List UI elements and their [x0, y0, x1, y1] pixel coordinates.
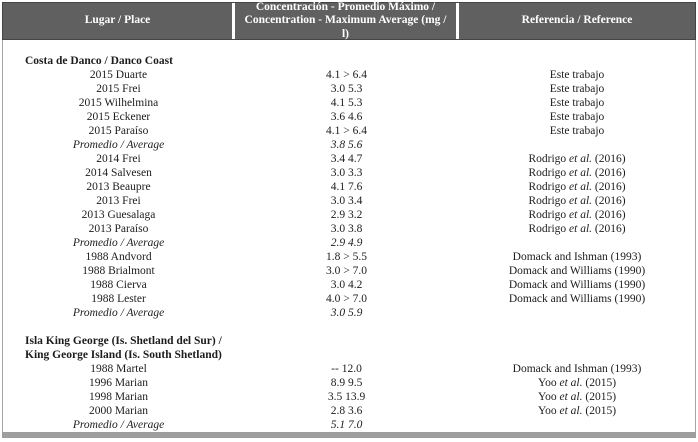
table-row	[3, 362, 695, 376]
cell-reference: Este trabajo	[549, 125, 605, 137]
cell-concentration: 2.9 3.2	[330, 209, 363, 221]
cell-reference: Domack and Ishman (1993)	[512, 363, 642, 375]
cell-concentration: 1.8 > 5.5	[326, 251, 367, 263]
table-row	[3, 306, 695, 320]
table-row	[3, 68, 695, 82]
cell-reference: Rodrigo et al. (2016)	[528, 209, 626, 221]
cell-reference: Este trabajo	[549, 69, 605, 81]
cell-concentration: 3.5 13.9	[327, 391, 366, 403]
cell-concentration: 5.1 7.0	[330, 419, 363, 431]
cell-concentration: 2.9 4.9	[330, 237, 363, 249]
table-row	[3, 264, 695, 278]
table-row	[3, 166, 695, 180]
cell-place: 1988 Cierva	[90, 279, 147, 291]
cell-reference: Domack and Ishman (1993)	[512, 251, 642, 263]
cell-place: Promedio / Average	[72, 237, 165, 249]
cell-place: 1998 Marian	[88, 391, 149, 403]
cell-reference: Este trabajo	[549, 97, 605, 109]
cell-place: 2015 Paraíso	[88, 125, 149, 137]
cell-place: 2015 Duarte	[89, 69, 148, 81]
cell-place: 2013 Paraíso	[88, 223, 149, 235]
cell-place: 2014 Salvesen	[85, 167, 152, 179]
cell-reference: Rodrigo et al. (2016)	[528, 167, 626, 179]
cell-reference: Domack and Williams (1990)	[508, 293, 646, 305]
table-row	[3, 292, 695, 306]
cell-concentration: -- 12.0	[331, 363, 362, 375]
cell-concentration: 3.0 4.2	[330, 279, 363, 291]
header-cell-concentration: Concentración - Promedio Máximo / Concentration - Maximum Average (mg / l)	[232, 3, 459, 39]
table-body	[2, 40, 696, 432]
cell-place: 1988 Lester	[91, 293, 146, 305]
header-cell-place: Lugar / Place	[3, 3, 232, 39]
cell-reference	[459, 236, 695, 250]
table-row	[3, 236, 695, 250]
cell-place: 1988 Brialmont	[82, 265, 155, 277]
cell-concentration: 4.0 > 7.0	[326, 293, 367, 305]
cell-place: 1996 Marian	[88, 377, 149, 389]
table-row	[3, 222, 695, 236]
cell-place: 2013 Frei	[96, 195, 141, 207]
cell-reference	[459, 138, 695, 152]
cell-concentration: 3.0 5.9	[330, 307, 363, 319]
cell-place: 2013 Guesalaga	[81, 209, 156, 221]
cell-concentration: 3.0 3.4	[330, 195, 363, 207]
cell-concentration: 3.0 5.3	[330, 83, 363, 95]
table-row	[3, 418, 695, 432]
cell-reference: Rodrigo et al. (2016)	[528, 153, 626, 165]
cell-reference	[459, 418, 695, 432]
table-row	[3, 138, 695, 152]
cell-concentration: 4.1 > 6.4	[326, 69, 367, 81]
table-header-row	[2, 2, 696, 40]
table-row	[3, 194, 695, 208]
cell-concentration: 3.4 4.7	[330, 153, 363, 165]
table-row	[3, 208, 695, 222]
data-table	[2, 2, 696, 438]
cell-concentration: 3.0 3.8	[330, 223, 363, 235]
section-title: Costa de Danco / Danco Coast	[25, 55, 173, 67]
table-row	[3, 278, 695, 292]
table-row	[3, 124, 695, 138]
header-cell-reference: Referencia / Reference	[459, 3, 695, 39]
cell-place: 2015 Wilhelmina	[78, 97, 159, 109]
cell-concentration: 3.6 4.6	[330, 111, 363, 123]
cell-concentration: 3.0 > 7.0	[326, 265, 367, 277]
table-row	[3, 180, 695, 194]
cell-reference: Yoo et al. (2015)	[537, 405, 617, 417]
cell-place: Promedio / Average	[72, 419, 165, 431]
cell-reference: Este trabajo	[549, 111, 605, 123]
section-title: King George Island (Is. South Shetland)	[25, 349, 222, 361]
cell-place: 2015 Frei	[96, 83, 141, 95]
cell-reference: Rodrigo et al. (2016)	[528, 181, 626, 193]
cell-place: 1988 Andvord	[85, 251, 152, 263]
table-row	[3, 376, 695, 390]
table-row	[3, 96, 695, 110]
cell-reference: Yoo et al. (2015)	[537, 391, 617, 403]
cell-reference: Domack and Williams (1990)	[508, 265, 646, 277]
table-row	[3, 82, 695, 96]
cell-concentration: 2.8 3.6	[330, 405, 363, 417]
table-row	[3, 152, 695, 166]
cell-reference: Rodrigo et al. (2016)	[528, 195, 626, 207]
cell-concentration: 3.8 5.6	[330, 139, 363, 151]
cell-place: 2015 Eckener	[86, 111, 151, 123]
cell-place: 2014 Frei	[96, 153, 141, 165]
cell-reference: Rodrigo et al. (2016)	[528, 223, 626, 235]
table-row	[3, 404, 695, 418]
cell-place: 2000 Marian	[88, 405, 149, 417]
table-section	[3, 334, 695, 432]
cell-reference	[459, 306, 695, 320]
cell-concentration: 8.9 9.5	[330, 377, 363, 389]
table-row	[3, 250, 695, 264]
cell-place: 2013 Beaupre	[86, 181, 151, 193]
table-row	[3, 390, 695, 404]
table-row	[3, 110, 695, 124]
cell-concentration: 4.1 > 6.4	[326, 125, 367, 137]
table-section	[3, 54, 695, 320]
cell-concentration: 4.1 5.3	[330, 97, 363, 109]
section-title: Isla King George (Is. Shetland del Sur) /	[25, 335, 222, 347]
cell-reference: Este trabajo	[549, 83, 605, 95]
cell-place: Promedio / Average	[72, 139, 165, 151]
cell-reference: Yoo et al. (2015)	[537, 377, 617, 389]
cell-concentration: 3.0 3.3	[330, 167, 363, 179]
cell-place: 1988 Martel	[90, 363, 147, 375]
cell-reference: Domack and Williams (1990)	[508, 279, 646, 291]
cell-concentration: 4.1 7.6	[330, 181, 363, 193]
cell-place: Promedio / Average	[72, 307, 165, 319]
table-bottom-border	[2, 432, 696, 438]
